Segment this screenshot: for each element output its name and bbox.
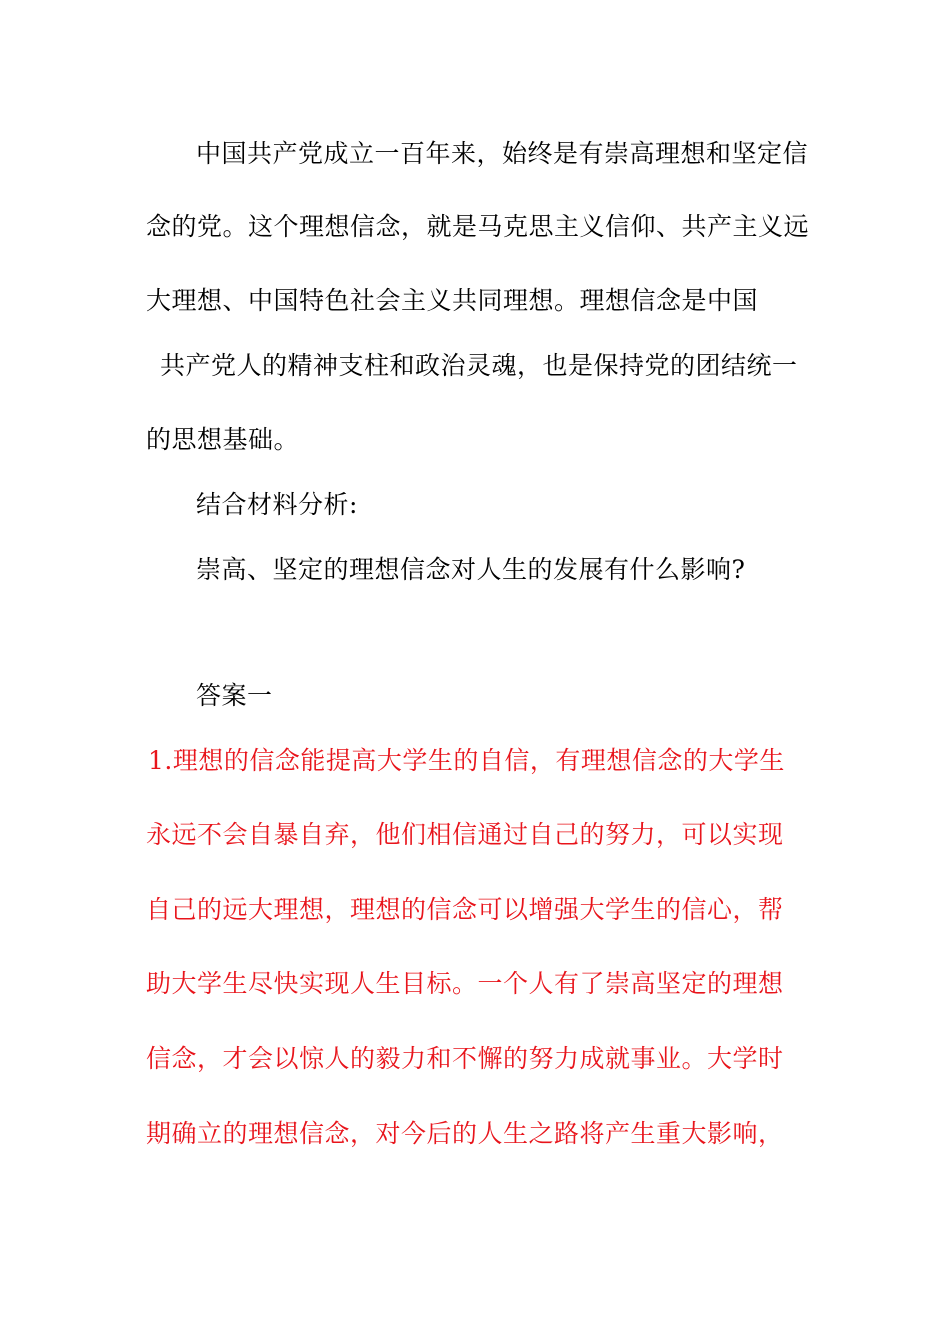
answer-line-3: 自己的远大理想，理想的信念可以增强大学生的信心，帮 bbox=[146, 895, 784, 924]
question-text: 崇高、坚定的理想信念对人生的发展有什么影响? bbox=[196, 555, 746, 584]
answer-line-1: 1.理想的信念能提高大学生的自信，有理想信念的大学生 bbox=[148, 746, 785, 775]
material-line-1: 中国共产党成立一百年来，始终是有崇高理想和坚定信 bbox=[196, 139, 809, 168]
prompt-text: 结合材料分析: bbox=[196, 490, 358, 519]
material-line-5: 的思想基础。 bbox=[146, 425, 300, 454]
answer-line-4: 助大学生尽快实现人生目标。一个人有了崇高坚定的理想 bbox=[146, 969, 784, 998]
answer-line-6: 期确立的理想信念，对今后的人生之路将产生重大影响， bbox=[146, 1119, 784, 1148]
answer-line-2: 永远不会自暴自弃，他们相信通过自己的努力，可以实现 bbox=[146, 820, 784, 849]
material-line-2: 念的党。这个理想信念，就是马克思主义信仰、共产主义远 bbox=[146, 212, 810, 241]
material-line-4: 共产党人的精神支柱和政治灵魂，也是保持党的团结统一 bbox=[160, 351, 798, 380]
answer-line-5: 信念，才会以惊人的毅力和不懈的努力成就事业。大学时 bbox=[146, 1044, 784, 1073]
material-line-3: 大理想、中国特色社会主义共同理想。理想信念是中国 bbox=[146, 286, 759, 315]
answer-heading: 答案一 bbox=[196, 681, 273, 710]
